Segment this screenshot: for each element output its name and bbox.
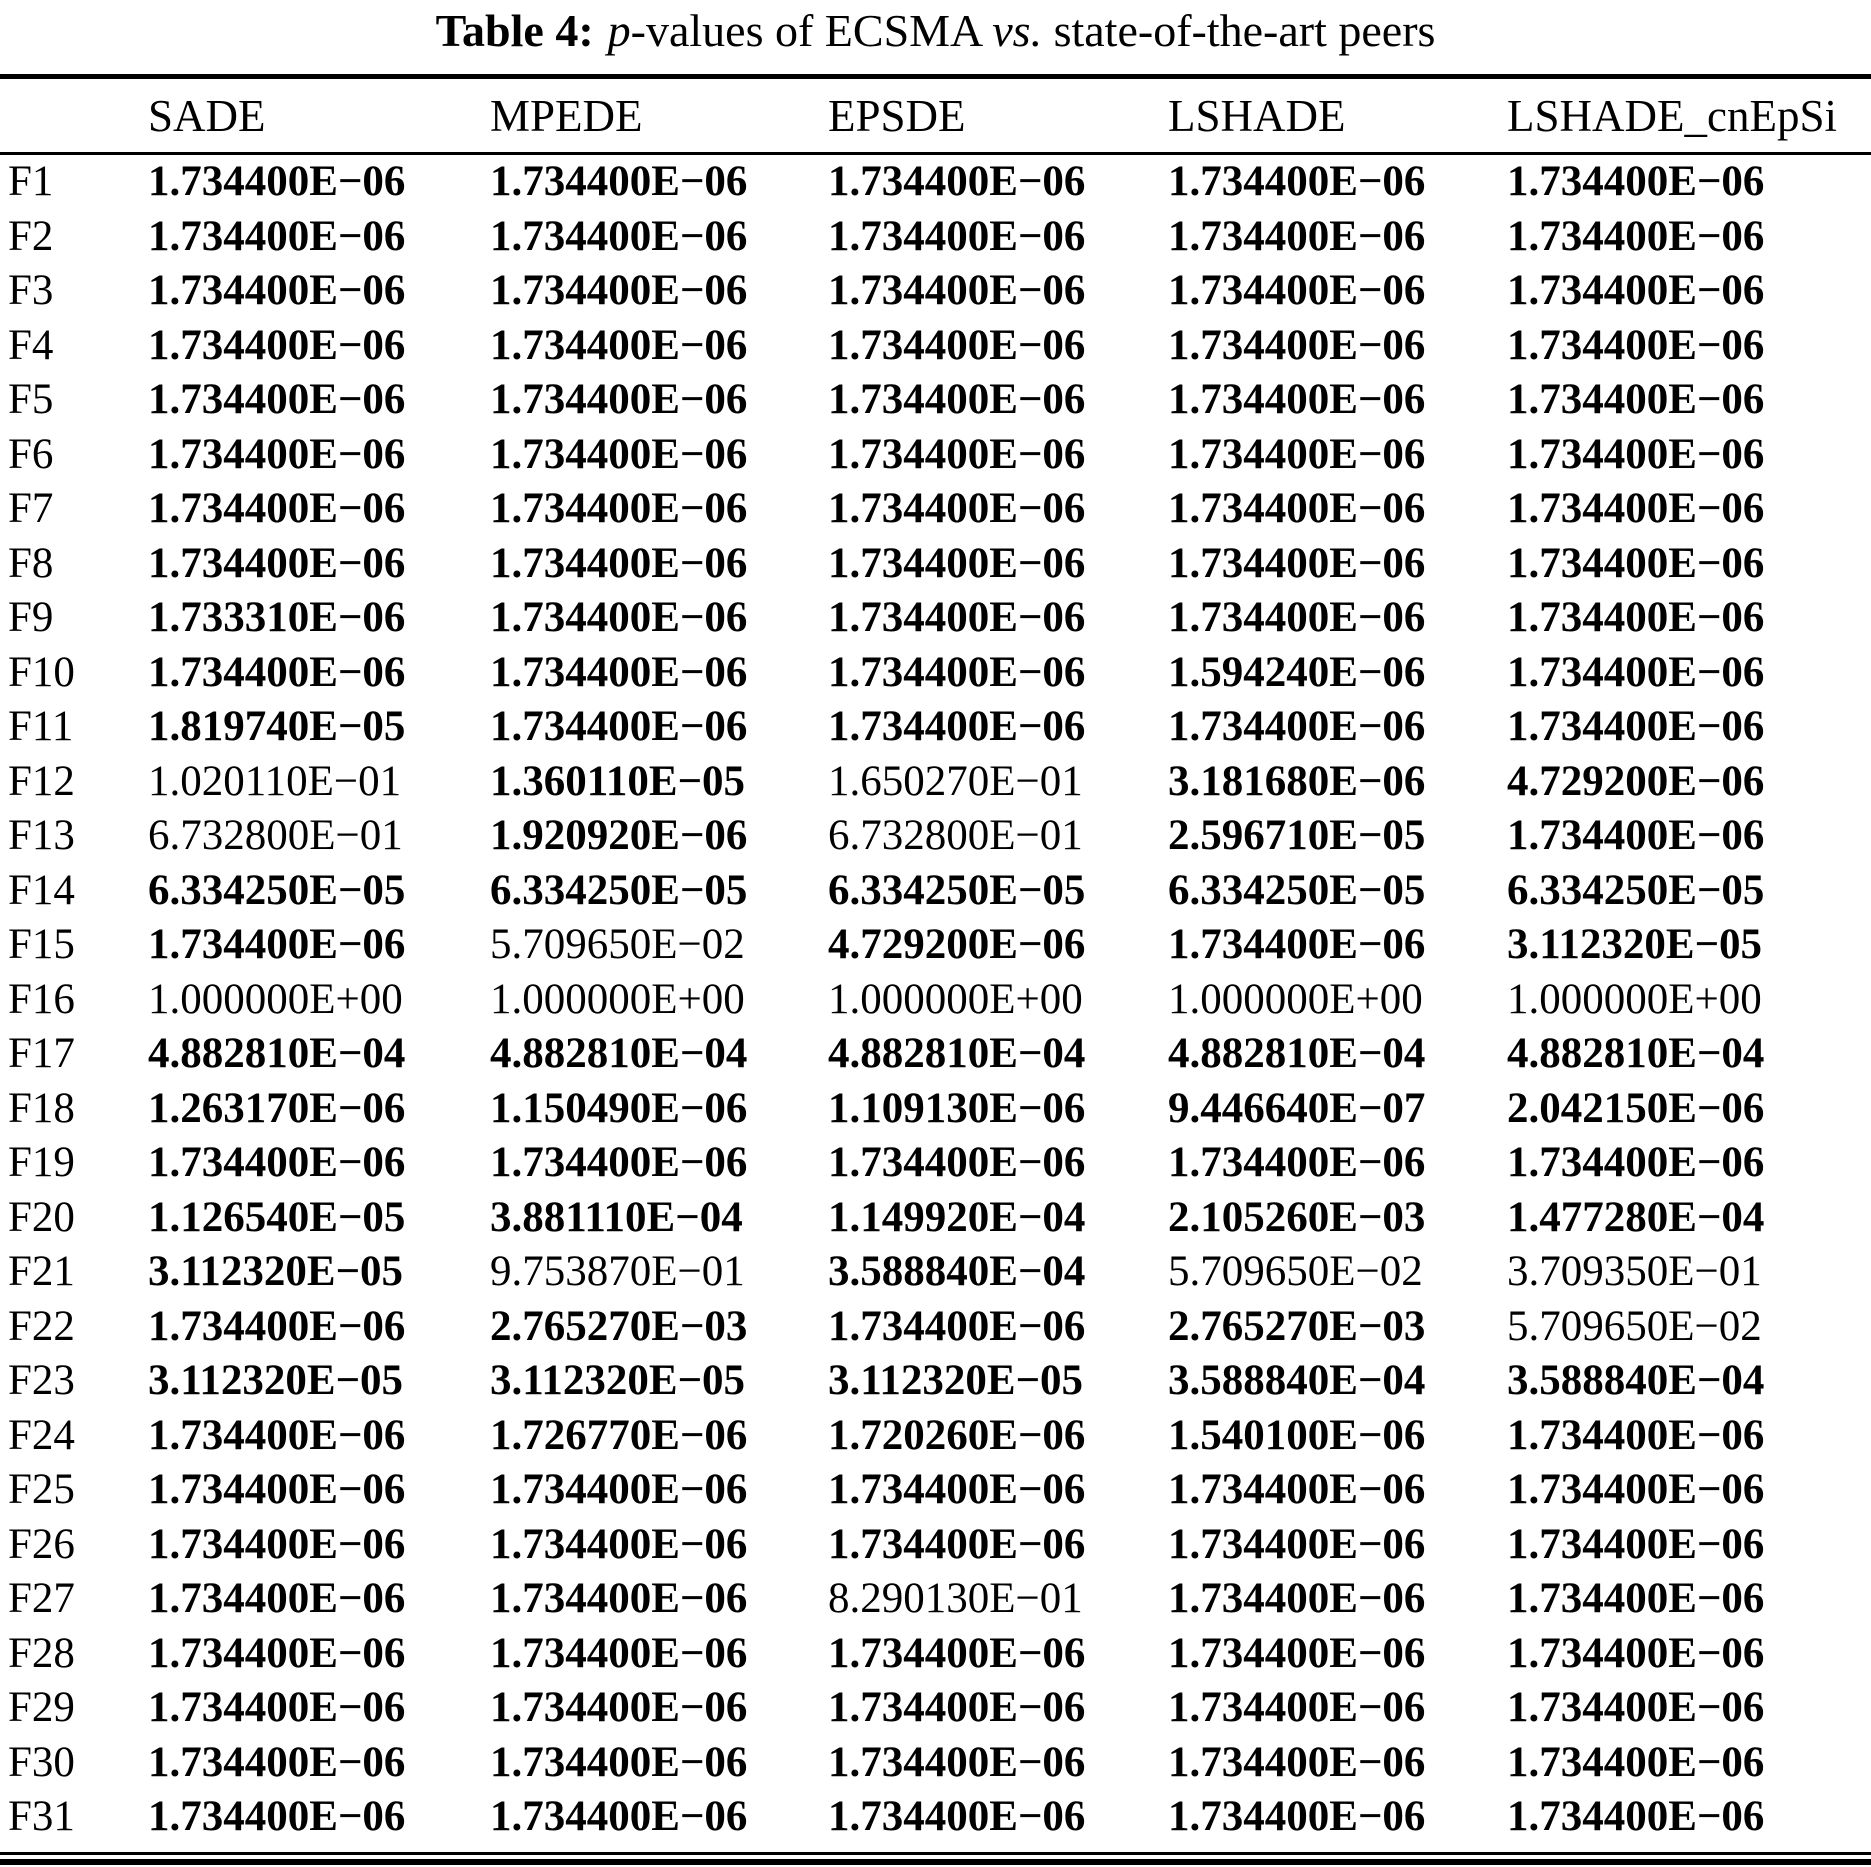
row-label: F4	[8, 321, 54, 369]
table-row	[0, 1027, 1871, 1082]
row-label: F27	[8, 1575, 75, 1622]
p-value-cell: 1.734400E−06	[490, 539, 748, 587]
table-row	[0, 373, 1871, 428]
p-value-cell: 1.734400E−06	[1168, 703, 1426, 750]
p-value-cell: 1.734400E−06	[148, 648, 406, 696]
table-row	[0, 1627, 1871, 1682]
table-row	[0, 918, 1871, 973]
p-value-cell: 1.734400E−06	[828, 703, 1086, 750]
p-value-cell: 4.729200E−06	[1507, 757, 1765, 805]
row-label: F28	[8, 1629, 75, 1677]
p-value-cell: 4.729200E−06	[828, 921, 1086, 968]
p-value-cell: 1.150490E−06	[490, 1084, 748, 1132]
table-row	[0, 428, 1871, 483]
p-value-cell: 1.734400E−06	[148, 1139, 406, 1186]
row-label: F2	[8, 212, 54, 260]
p-value-cell: 1.734400E−06	[1507, 1466, 1765, 1513]
p-value-cell: 1.734400E−06	[490, 1738, 748, 1786]
row-label: F18	[8, 1084, 75, 1132]
row-label: F10	[8, 648, 75, 696]
p-value-cell: 1.360110E−05	[490, 757, 746, 805]
p-value-cell: 1.734400E−06	[148, 921, 406, 968]
p-value-cell: 1.734400E−06	[828, 1520, 1086, 1568]
table-row	[0, 591, 1871, 646]
table-row	[0, 700, 1871, 755]
p-value-cell: 1.734400E−06	[828, 1466, 1086, 1513]
table-row	[0, 973, 1871, 1028]
p-value-cell: 1.734400E−06	[1507, 648, 1765, 696]
table-row	[0, 1463, 1871, 1518]
p-value-cell: 1.920920E−06	[490, 812, 748, 859]
p-value-cell: 1.734400E−06	[490, 376, 748, 423]
row-label: F7	[8, 485, 54, 532]
p-value-cell: 1.263170E−06	[148, 1084, 406, 1132]
p-value-cell: 1.734400E−06	[148, 485, 406, 532]
p-value-cell: 2.105260E−03	[1168, 1193, 1426, 1241]
p-value-cell: 1.477280E−04	[1507, 1193, 1765, 1241]
table-caption-tail: state-of-the-art peers	[1042, 5, 1436, 56]
table-row	[0, 1409, 1871, 1464]
table-row	[0, 1790, 1871, 1845]
p-value-cell: 1.734400E−06	[490, 158, 748, 205]
p-value-cell: 1.734400E−06	[148, 1793, 406, 1840]
p-value-cell: 6.334250E−05	[1168, 866, 1426, 914]
row-label: F31	[8, 1793, 75, 1840]
p-value-cell: 1.734400E−06	[490, 430, 748, 478]
table-row	[0, 482, 1871, 537]
p-value-cell: 9.446640E−07	[1168, 1084, 1426, 1132]
p-value-cell: 1.734400E−06	[1168, 1684, 1426, 1731]
p-value-cell: 1.734400E−06	[1507, 430, 1765, 478]
header-mpede: MPEDE	[490, 90, 643, 141]
p-value-cell: 3.112320E−05	[148, 1248, 404, 1295]
row-label: F8	[8, 539, 54, 587]
p-value-cell: 1.109130E−06	[828, 1084, 1086, 1132]
p-value-cell: 1.594240E−06	[1168, 648, 1426, 696]
p-value-cell: 4.882810E−04	[148, 1030, 406, 1077]
row-label: F22	[8, 1302, 75, 1350]
row-label: F14	[8, 866, 75, 914]
p-value-cell: 1.734400E−06	[1507, 212, 1765, 260]
row-label: F9	[8, 594, 54, 641]
p-value-cell: 4.882810E−04	[1168, 1030, 1426, 1077]
p-value-cell: 3.588840E−04	[828, 1248, 1086, 1295]
table-row	[0, 1572, 1871, 1627]
row-label: F19	[8, 1139, 75, 1186]
p-value-cell: 3.112320E−05	[828, 1357, 1084, 1404]
p-value-cell: 6.334250E−05	[1507, 866, 1765, 914]
p-value-cell: 1.734400E−06	[148, 158, 406, 205]
p-value-cell: 1.734400E−06	[828, 539, 1086, 587]
p-value-cell: 1.734400E−06	[828, 321, 1086, 369]
table-caption-vs: vs.	[992, 5, 1043, 56]
p-value-cell: 1.734400E−06	[1507, 1575, 1765, 1622]
p-value-cell: 1.734400E−06	[1168, 1738, 1426, 1786]
p-value-cell: 1.734400E−06	[1507, 1520, 1765, 1568]
p-value-cell: 1.540100E−06	[1168, 1411, 1426, 1459]
p-value-cell: 1.734400E−06	[1168, 1629, 1426, 1677]
row-label: F24	[8, 1411, 75, 1459]
p-value-cell: 1.734400E−06	[148, 1302, 406, 1350]
p-value-cell: 1.734400E−06	[828, 212, 1086, 260]
p-value-cell: 1.734400E−06	[490, 1684, 748, 1731]
table-row	[0, 864, 1871, 919]
table-row	[0, 210, 1871, 265]
p-value-cell: 1.000000E+00	[490, 975, 745, 1023]
p-value-cell: 1.734400E−06	[490, 648, 748, 696]
p-value-cell: 3.881110E−04	[490, 1193, 743, 1241]
p-value-cell: 5.709650E−02	[1507, 1302, 1762, 1350]
bottom-rule-thick	[0, 1859, 1871, 1865]
row-label: F21	[8, 1248, 75, 1295]
p-value-cell: 1.733310E−06	[148, 594, 406, 641]
p-value-cell: 1.734400E−06	[1507, 158, 1765, 205]
p-value-cell: 1.734400E−06	[148, 1411, 406, 1459]
p-value-cell: 1.734400E−06	[1507, 267, 1765, 314]
p-value-cell: 1.734400E−06	[1507, 1738, 1765, 1786]
row-label: F26	[8, 1520, 75, 1568]
table-row	[0, 1518, 1871, 1573]
row-label: F12	[8, 757, 75, 805]
p-value-cell: 1.734400E−06	[1168, 321, 1426, 369]
p-value-cell: 1.734400E−06	[828, 376, 1086, 423]
p-value-cell: 1.000000E+00	[1168, 975, 1423, 1023]
p-value-cell: 1.734400E−06	[490, 267, 748, 314]
p-value-cell: 8.290130E−01	[828, 1575, 1083, 1622]
p-value-cell: 1.734400E−06	[148, 1575, 406, 1622]
table-row	[0, 319, 1871, 374]
p-value-cell: 1.734400E−06	[828, 594, 1086, 641]
p-value-cell: 1.734400E−06	[148, 212, 406, 260]
p-value-cell: 1.734400E−06	[1507, 812, 1765, 859]
p-value-cell: 1.734400E−06	[1168, 158, 1426, 205]
p-value-cell: 1.734400E−06	[828, 1738, 1086, 1786]
p-value-cell: 1.734400E−06	[148, 1684, 406, 1731]
p-value-cell: 1.734400E−06	[828, 267, 1086, 314]
p-value-cell: 1.734400E−06	[490, 1466, 748, 1513]
p-value-cell: 1.734400E−06	[1168, 1139, 1426, 1186]
row-label: F30	[8, 1738, 75, 1786]
table-row	[0, 1136, 1871, 1191]
p-value-cell: 1.000000E+00	[148, 975, 403, 1023]
table-row	[0, 1681, 1871, 1736]
p-value-cell: 3.112320E−05	[1507, 921, 1763, 968]
p-value-cell: 5.709650E−02	[490, 921, 745, 968]
p-value-cell: 3.112320E−05	[148, 1357, 404, 1404]
p-value-cell: 1.734400E−06	[828, 485, 1086, 532]
table-row	[0, 755, 1871, 810]
row-label: F17	[8, 1030, 75, 1077]
p-value-cell: 1.734400E−06	[148, 539, 406, 587]
header-sade: SADE	[148, 90, 266, 141]
p-value-cell: 1.734400E−06	[1168, 430, 1426, 478]
p-value-cell: 2.596710E−05	[1168, 812, 1426, 859]
p-value-cell: 1.734400E−06	[490, 1520, 748, 1568]
p-value-cell: 1.734400E−06	[1507, 485, 1765, 532]
p-value-cell: 1.734400E−06	[148, 1520, 406, 1568]
p-value-cell: 1.650270E−01	[828, 757, 1083, 805]
table-header-row	[0, 79, 1871, 152]
table-caption-p: p	[607, 5, 631, 56]
p-value-cell: 1.734400E−06	[148, 430, 406, 478]
table-row	[0, 809, 1871, 864]
p-value-cell: 1.734400E−06	[1507, 1139, 1765, 1186]
p-value-cell: 6.334250E−05	[828, 866, 1086, 914]
p-value-cell: 1.734400E−06	[148, 376, 406, 423]
p-value-cell: 3.588840E−04	[1168, 1357, 1426, 1404]
p-value-cell: 1.726770E−06	[490, 1411, 748, 1459]
row-label: F16	[8, 975, 75, 1023]
p-value-cell: 1.734400E−06	[1168, 1575, 1426, 1622]
p-value-cell: 1.734400E−06	[1168, 267, 1426, 314]
p-value-cell: 6.732800E−01	[828, 812, 1083, 859]
p-value-cell: 1.734400E−06	[148, 267, 406, 314]
p-value-cell: 1.734400E−06	[490, 485, 748, 532]
p-value-cell: 1.734400E−06	[1507, 539, 1765, 587]
table-row	[0, 646, 1871, 701]
p-value-cell: 3.588840E−04	[1507, 1357, 1765, 1404]
p-value-cell: 2.765270E−03	[490, 1302, 748, 1350]
p-value-cell: 3.112320E−05	[490, 1357, 746, 1404]
row-label: F20	[8, 1193, 75, 1241]
p-value-cell: 6.732800E−01	[148, 812, 403, 859]
p-value-cell: 1.734400E−06	[490, 703, 748, 750]
p-value-cell: 1.734400E−06	[490, 594, 748, 641]
p-value-cell: 1.734400E−06	[148, 1738, 406, 1786]
p-value-cell: 3.181680E−06	[1168, 757, 1426, 805]
p-value-cell: 1.734400E−06	[1168, 1520, 1426, 1568]
p-value-cell: 4.882810E−04	[490, 1030, 748, 1077]
p-value-cell: 9.753870E−01	[490, 1248, 745, 1295]
p-value-cell: 1.020110E−01	[148, 757, 402, 805]
table-row	[0, 1082, 1871, 1137]
p-value-cell: 3.709350E−01	[1507, 1248, 1762, 1295]
p-value-cell: 1.720260E−06	[828, 1411, 1086, 1459]
p-value-cell: 1.734400E−06	[1168, 485, 1426, 532]
p-value-cell: 1.734400E−06	[490, 212, 748, 260]
p-value-cell: 1.734400E−06	[1507, 1684, 1765, 1731]
table-caption	[0, 0, 1871, 74]
p-value-cell: 1.734400E−06	[1507, 1411, 1765, 1459]
table-row	[0, 155, 1871, 210]
p-value-cell: 1.000000E+00	[1507, 975, 1762, 1023]
row-label: F25	[8, 1466, 75, 1513]
row-label: F6	[8, 430, 54, 478]
p-value-cell: 1.734400E−06	[1168, 212, 1426, 260]
table-row	[0, 1191, 1871, 1246]
p-value-cell: 1.734400E−06	[828, 1629, 1086, 1677]
row-label: F11	[8, 703, 74, 750]
p-value-cell: 1.734400E−06	[1507, 703, 1765, 750]
p-value-cell: 5.709650E−02	[1168, 1248, 1423, 1295]
p-value-cell: 1.734400E−06	[1507, 1629, 1765, 1677]
p-value-cell: 1.734400E−06	[1507, 376, 1765, 423]
p-value-cell: 1.734400E−06	[828, 1793, 1086, 1840]
p-value-cell: 1.734400E−06	[1168, 376, 1426, 423]
p-value-cell: 1.734400E−06	[828, 1684, 1086, 1731]
p-value-cell: 6.334250E−05	[148, 866, 406, 914]
p-value-cell: 1.734400E−06	[148, 321, 406, 369]
table-row	[0, 1354, 1871, 1409]
p-value-cell: 1.000000E+00	[828, 975, 1083, 1023]
header-lshade-cnepsi: LSHADE_cnEpSi	[1507, 90, 1837, 141]
table-row	[0, 1736, 1871, 1791]
p-value-cell: 1.734400E−06	[148, 1629, 406, 1677]
p-value-cell: 1.734400E−06	[1507, 321, 1765, 369]
p-value-cell: 1.734400E−06	[1507, 1793, 1765, 1840]
p-value-cell: 2.765270E−03	[1168, 1302, 1426, 1350]
table-row	[0, 264, 1871, 319]
header-lshade: LSHADE	[1168, 90, 1346, 141]
p-value-cell: 4.882810E−04	[1507, 1030, 1765, 1077]
table-caption-number: Table 4:	[435, 5, 594, 56]
p-value-cell: 1.734400E−06	[490, 1575, 748, 1622]
p-value-cell: 1.734400E−06	[1168, 1466, 1426, 1513]
p-value-cell: 1.734400E−06	[1507, 594, 1765, 641]
table-row	[0, 1245, 1871, 1300]
table-body	[0, 155, 1871, 1845]
p-value-cell: 6.334250E−05	[490, 866, 748, 914]
p-value-cell: 1.734400E−06	[148, 1466, 406, 1513]
p-value-cell: 1.734400E−06	[490, 321, 748, 369]
bottom-rule-thin	[0, 1852, 1871, 1855]
p-value-cell: 1.734400E−06	[828, 430, 1086, 478]
p-value-cell: 1.734400E−06	[828, 648, 1086, 696]
p-value-cell: 1.734400E−06	[490, 1793, 748, 1840]
p-value-cell: 1.734400E−06	[490, 1629, 748, 1677]
p-value-cell: 1.734400E−06	[828, 158, 1086, 205]
p-value-cell: 1.819740E−05	[148, 703, 406, 750]
row-label: F5	[8, 376, 54, 423]
table-caption-mid: -values of ECSMA	[630, 5, 993, 56]
p-value-cell: 1.734400E−06	[828, 1139, 1086, 1186]
table-row	[0, 1300, 1871, 1355]
p-value-cell: 1.734400E−06	[490, 1139, 748, 1186]
p-value-cell: 1.149920E−04	[828, 1193, 1086, 1241]
p-value-cell: 4.882810E−04	[828, 1030, 1086, 1077]
p-value-cell: 1.734400E−06	[828, 1302, 1086, 1350]
row-label: F15	[8, 921, 75, 968]
row-label: F23	[8, 1357, 75, 1404]
p-value-cell: 1.734400E−06	[1168, 539, 1426, 587]
p-value-cell: 1.734400E−06	[1168, 594, 1426, 641]
row-label: F1	[8, 158, 54, 205]
p-value-cell: 1.734400E−06	[1168, 921, 1426, 968]
table-row	[0, 537, 1871, 592]
row-label: F13	[8, 812, 75, 859]
p-value-cell: 2.042150E−06	[1507, 1084, 1765, 1132]
row-label: F3	[8, 267, 54, 314]
p-value-cell: 1.126540E−05	[148, 1193, 406, 1241]
p-value-cell: 1.734400E−06	[1168, 1793, 1426, 1840]
row-label: F29	[8, 1684, 75, 1731]
header-epsde: EPSDE	[828, 90, 966, 141]
